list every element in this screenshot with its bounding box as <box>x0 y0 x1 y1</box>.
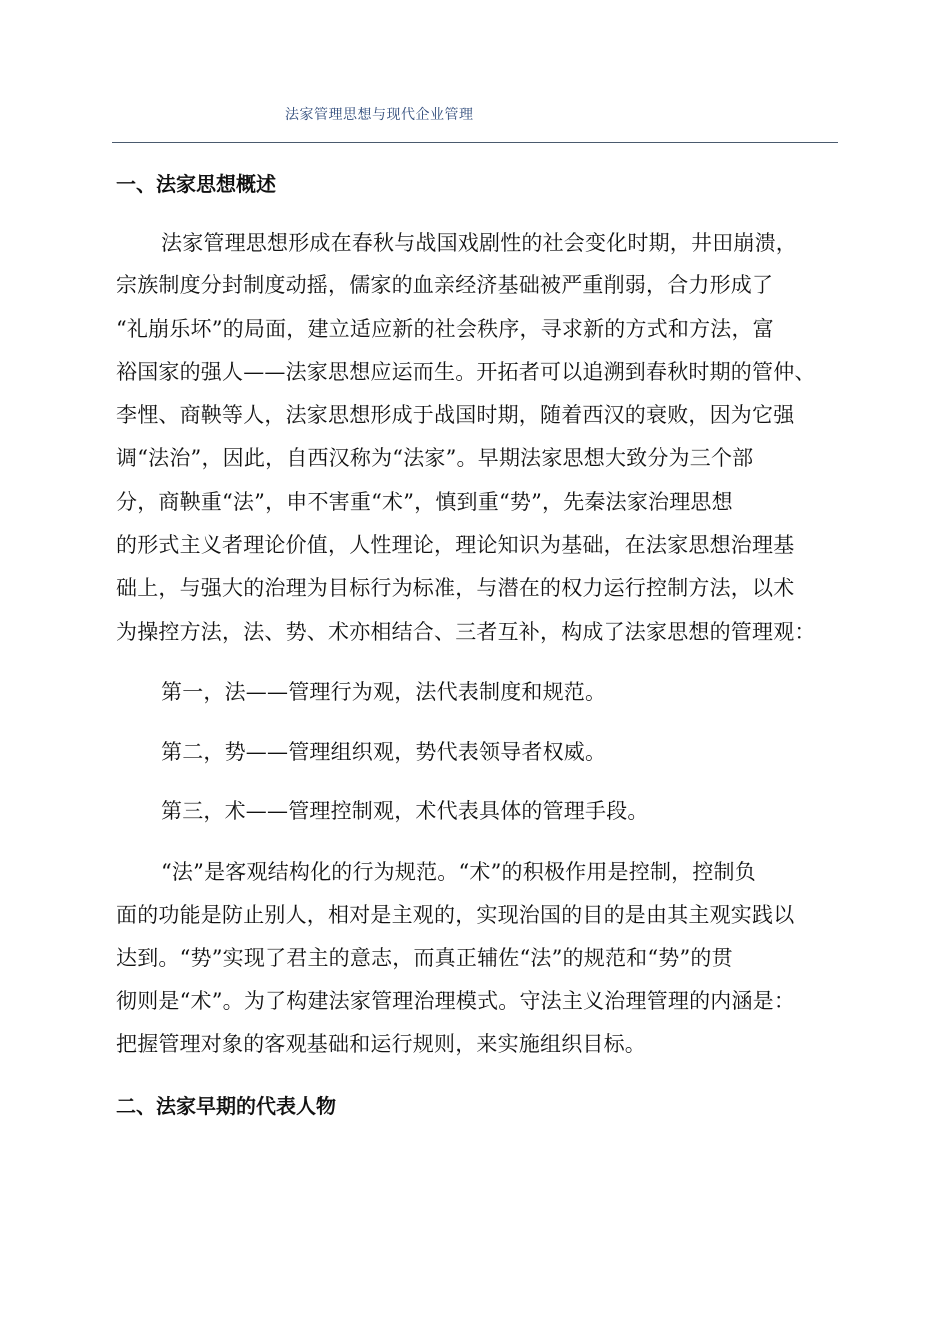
paragraph-line: 的形式主义者理论价值，人性理论，理论知识为基础，在法家思想治理基 <box>116 533 795 557</box>
paragraph-line: 为操控方法，法、势、术亦相结合、三者互补，构成了法家思想的管理观： <box>116 620 816 644</box>
paragraph-line: 达到。“势”实现了君主的意志，而真正辅佐“法”的规范和“势”的贯 <box>116 946 733 970</box>
paragraph-line: 李悝、商鞅等人，法家思想形成于战国时期，随着西汉的衰败，因为它强 <box>116 403 795 427</box>
paragraph-line: 把握管理对象的客观基础和运行规则，来实施组织目标。 <box>116 1032 646 1056</box>
paragraph-line: 彻则是“术”。为了构建法家管理治理模式。守法主义治理管理的内涵是： <box>116 989 796 1013</box>
paragraph-line: 调“法治”，因此，自西汉称为“法家”。早期法家思想大致分为三个部 <box>116 446 754 470</box>
paragraph-line: 宗族制度分封制度动摇，儒家的血亲经济基础被严重削弱，合力形成了 <box>116 273 774 297</box>
paragraph-line: “法”是客观结构化的行为规范。“术”的积极作用是控制，控制负 <box>161 860 756 884</box>
paragraph-line: 法家管理思想形成在春秋与战国戏剧性的社会变化时期，井田崩溃， <box>161 231 797 255</box>
list-item: 第三，术——管理控制观，术代表具体的管理手段。 <box>161 799 649 823</box>
section-heading-1: 一、法家思想概述 <box>116 172 276 196</box>
header-divider <box>112 142 838 143</box>
paragraph-line: 础上，与强大的治理为目标行为标准，与潜在的权力运行控制方法，以术 <box>116 576 795 600</box>
paragraph-line: 面的功能是防止别人，相对是主观的，实现治国的目的是由其主观实践以 <box>116 903 795 927</box>
section-heading-2: 二、法家早期的代表人物 <box>116 1094 336 1118</box>
list-item: 第二，势——管理组织观，势代表领导者权威。 <box>161 740 607 764</box>
running-header-title: 法家管理思想与现代企业管理 <box>285 107 474 123</box>
paragraph-line: 裕国家的强人——法家思想应运而生。开拓者可以追溯到春秋时期的管仲、 <box>116 360 816 384</box>
list-item: 第一，法——管理行为观，法代表制度和规范。 <box>161 680 607 704</box>
paragraph-line: 分，商鞅重“法”，申不害重“术”，慎到重“势”，先秦法家治理思想 <box>116 490 733 514</box>
paragraph-line: “礼崩乐坏”的局面，建立适应新的社会秩序，寻求新的方式和方法，富 <box>116 317 774 341</box>
